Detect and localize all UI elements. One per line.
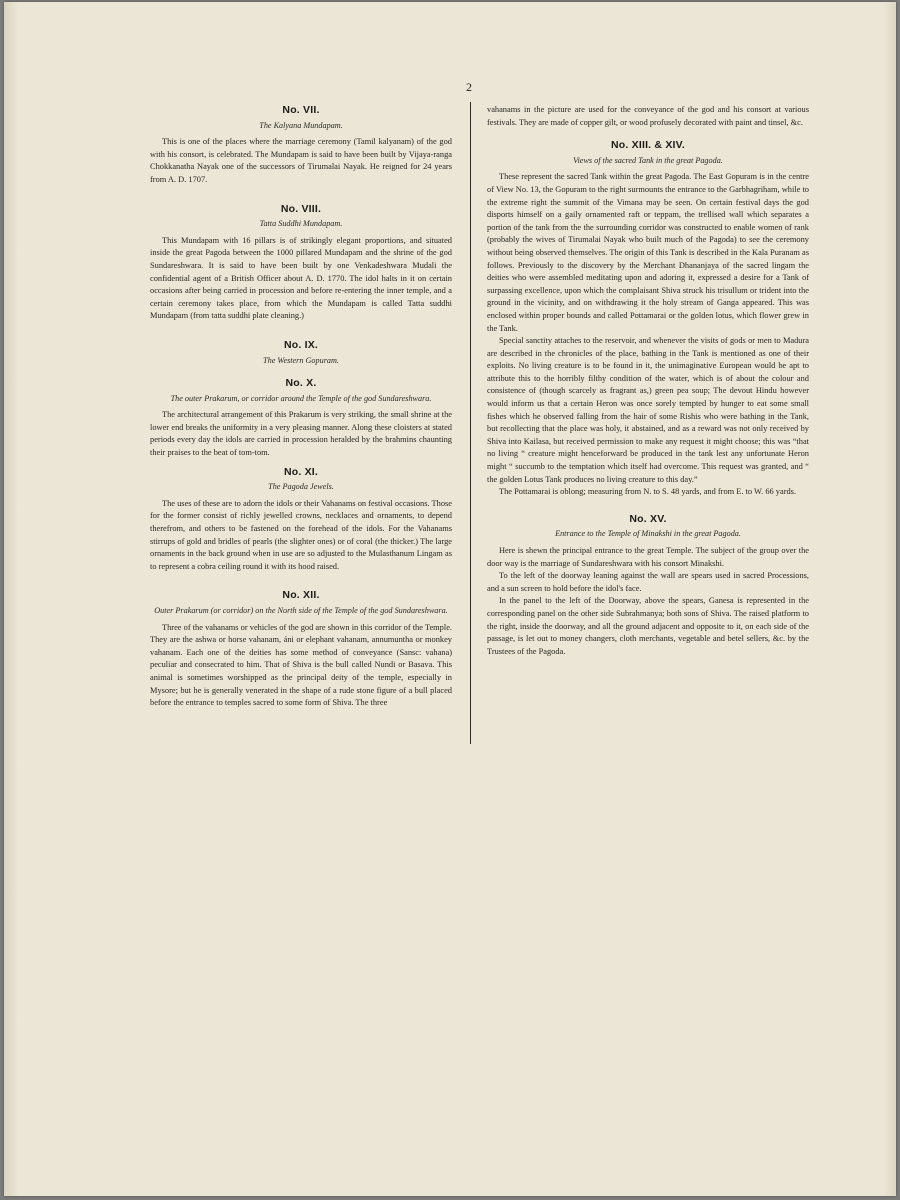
paragraph: The architectural arrangement of this Prakarum is very striking, the small shrine at the lower end breaks the uniformity in a very pleasing manner. Along these cloisters at stated periods every day the idols are carried in procession heralded by the brahmins chaunting their praises to the beat of tom-tom. [150,410,452,458]
section-subtitle: Tatta Suddhi Mundapam. [259,219,343,229]
section-subtitle: The Western Gopuram. [263,355,339,365]
left-column [150,102,452,710]
section-heading: No. XII. [282,589,320,602]
section-x [150,377,452,460]
paragraph: To the left of the doorway leaning against the wall are spears used in sacred Processions, and a sun screen to hold before the idol's face. [487,571,809,593]
section-subtitle: The Kalyana Mundapam. [259,120,343,130]
page-number: 2 [466,80,472,94]
paragraph: Three of the vahanams or vehicles of the god are shown in this corridor of the Temple. They are the ashwa or horse vahanam, áni or elephant vahanam, annumuntha or monkey vahanam. Each one of the deities has some method of conveyance (Sansc: vahana) peculiar and consecrated to him. That of Shiva is the bull called Nundi or Basava. This animal is sometimes worshipped as the principal deity of the temple, especially in Mysore; but he is generally venerated in the shape of a rude stone figure of a bull placed before the entrance to temples sacred to some form of Shiva. The three [150,622,452,708]
section-subtitle: The outer Prakarum, or corridor around the Temple of the god Sundareshwara. [170,393,432,403]
paragraph: In the panel to the left of the Doorway, above the spears, Ganesa is represented in the corresponding panel on the other side Subrahmanya; both sons of Shiva. The raised platform to the right, inside the doorway, and all the ground adjacent and opposite to it, on each side of the passage, is let out to money changers, cloth merchants, vegetable and betel sellers, &c. by the Trustees of the Pagoda. [487,596,809,656]
right-column [487,104,809,658]
section-xii [150,589,452,709]
section-heading: No. VII. [282,104,320,116]
section-vii [150,104,452,187]
section-xi [150,466,452,574]
section-subtitle: The Pagoda Jewels. [268,482,334,492]
document-page [4,2,896,1196]
section-viii [150,203,452,323]
section-heading: No. IX. [283,338,319,351]
paragraph: This is one of the places where the marriage ceremony (Tamil kalyanam) of the god with his consort, is celebrated. The Mundapam is said to have been built by Vijaya-ranga Chokkanatha Nayak one of the successors of Tirumalai Nayak. He reigned for 24 years from A. D. 1707. [150,137,452,184]
section-xiii-xiv [487,139,809,499]
paragraph: This Mundapam with 16 pillars is of strikingly elegant proportions, and situated inside the great Pagoda between the 1000 pillared Mundapam and the shrine of the god Sundareshwara. It is said to have been built by one Venkadeshwara Mudali the confidential agent of a British Officer about A. D. 1770. The idol halts in it on certain occasions after being carried in procession and before re-entering the inner temple, and a certain ceremony takes place, from which the Mundapam is called Tatta suddhi Mundapam (from tatta suddhi plate cleaning.) [150,235,452,321]
paragraph: Here is shewn the principal entrance to the great Temple. The subject of the group over the door way is the marriage of Sundareshwara with his consort Minakshi. [487,546,809,568]
section-heading: No. XV. [629,512,667,525]
column-divider [470,102,471,744]
paragraph: These represent the sacred Tank within the great Pagoda. The East Gopuram is in the centre of View No. 13, the Gopuram to the right surmounts the entrance to the Garbhagriham, while to the extreme right the summit of the Vimana may be seen. On certain festival days the god disports himself on a gaily ornamented raft or teppam, the trellised wall which separates a portion of the tank from the the surrounding corridor was constructed to enable women of rank (probably the wives of Tirumalai Nayak who built much of the Pagoda) to see the ceremony without being observed themselves. The origin of this Tank is described in the Kala Puranam as follows. Previously to the discovery by the Merchant Dhananjaya of the sacred lingam the deities who were assembled meditating upon and adoring it, expressed a desire for a Tank of surpassing excellence, upon which the complaisant Shiva struck his trisullum or trident into the ground in the vicinity, and on withdrawing it the holy stream of Ganga appeared. This was enclosed within proper bounds and called Pottamarai or the golden lotus, which flower grew in the Tank. [487,172,809,333]
section-subtitle: Entrance to the Temple of Minakshi in the great Pagoda. [555,529,741,539]
section-heading: No. VIII. [280,202,322,215]
section-subtitle: Outer Prakarum (or corridor) on the North side of the Temple of the god Sundareshwara. [154,606,448,615]
section-ix [150,339,452,367]
section-heading: No. X. [285,377,317,390]
section-xv [487,513,809,659]
continuation-paragraph: vahanams in the picture are used for the conveyance of the god and his consort at various festivals. They are made of copper gilt, or wood profusely decorated with paint and tinsel, &c. [487,105,809,127]
paragraph: The Pottamarai is oblong; measuring from N. to S. 48 yards, and from E. to W. 66 yards. [499,487,797,497]
section-subtitle: Views of the sacred Tank in the great Pagoda. [573,155,723,165]
paragraph: The uses of these are to adorn the idols or their Vahanams on festival occasions. Those for the former consist of richly jewelled crowns, necklaces and ornaments, to depend therefrom, and others to be fastened on the forehead of the idols. For the Vahanams stirrups of gold and bridles of pearls (the slighter ones) or of coral (the thicker.) The large ornaments in the back ground when in use are so adjusted to the Mulasthanum Lingam as to represent a cobra ceiling round it with its hood raised. [150,498,452,571]
section-heading: No. XI. [283,465,319,478]
section-heading: No. XIII. & XIV. [611,139,685,152]
paragraph: Special sanctity attaches to the reservoir, and whenever the visits of gods or men to Madura are described in the chronicles of the place, bathing in the Tank is mentioned as one of their exploits. No living creature is to be found in it, the unimaginative European would be apt to attribute this to the horribly filthy condition of the water, which is of about the colour and consistence of (though scarcely as fragrant as,) green pea soup; The devout Hindu however would inform us that a certain Heron was once sorely tempted by hunger to eat some small fishes which he observed falling from the hair of some Rishis who were bathing in the Tank, but recollecting that the place was holy, it abstained, and as a reward was not only received by Shiva into Kailasa, but received permission to make any request it might choose; this was “that no living “ creature might henceforward be produced in the tank lest any unfortunate Heron might “ succumb to the temptation which itself had overcome. This request was granted, and “ the golden Lotus Tank produces no living creature to this day.” [487,336,809,484]
